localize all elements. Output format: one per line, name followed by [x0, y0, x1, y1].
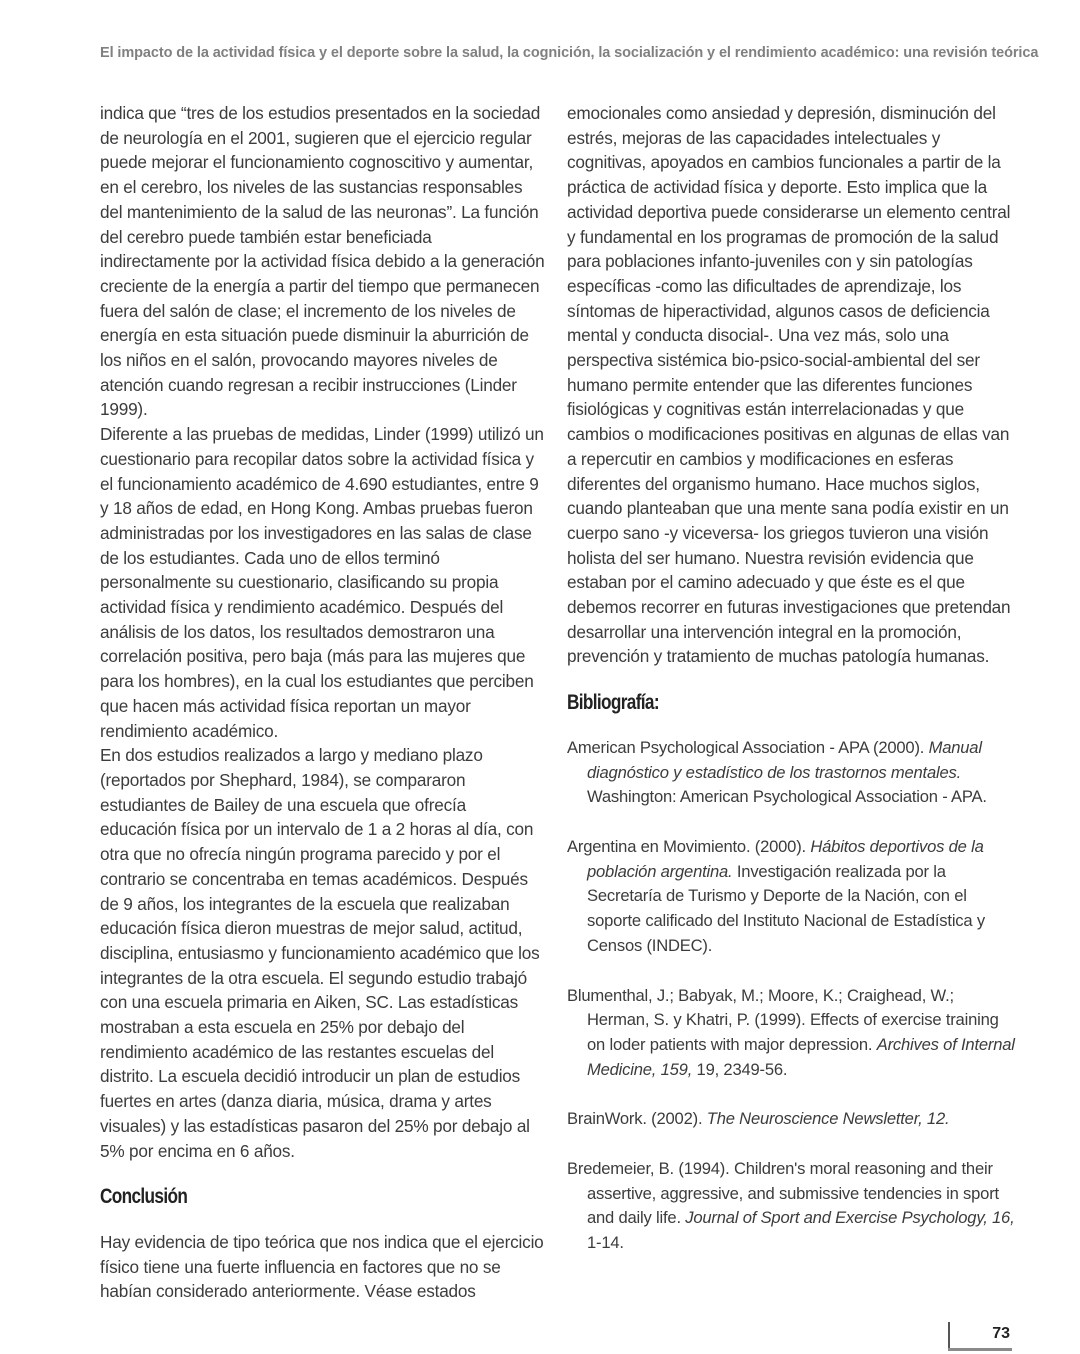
reference-text: Washington: American Psychological Association - APA. [587, 787, 987, 807]
body-paragraph: emocionales como ansiedad y depresión, disminución del estrés, mejoras de las capacidades intelectuales y cognitivas, apoyados en cambios funcionales a partir de la práctica de actividad física y deporte. Esto implica que la actividad deportiva puede considerarse un elemento central y fundamental en los programas de promoción de la salud para poblaciones infanto-juveniles con y sin patologías específicas -como las dificultades de aprendizaje, los síntomas de hiperactividad, algunos casos de deficiencia mental y conducta disocial-. Una vez más, solo una perspectiva sistémica bio-psico-social-ambiental del ser humano permite entender que las diferentes funciones fisiológicas y cognitivas están interrelacionadas y que cambios o modificaciones positivas en algunas de ellas van a repercutir en cambios y modificaciones en esferas diferentes del organismo humano. Hace muchos siglos, cuando planteaban que una mente sana podía existir en un cuerpo sano -y viceversa- los griegos tuvieron una visión holista del ser humano. Nuestra revisión evidencia que estaban por el camino adecuado y que éste es el que debemos recorrer en futuras investigaciones que pretendan desarrollar una intervención integral en la promoción, prevención y tratamiento de muchas patología humanas. [567, 103, 1011, 667]
body-paragraph: En dos estudios realizados a largo y mediano plazo (reportados por Shephard, 1984), se compararon estudiantes de Bailey de una escuela que ofrecía educación física por un intervalo de 1 a 2 horas al día, con otra que no ofrecía ningún programa parecido y por el contrario se concentraba en temas académicos. Después de 9 años, los integrantes de la escuela que realizaban educación física dieron muestras de mejor salud, actitud, disciplina, entusiasmo y funcionamiento académico que los integrantes de la otra escuela. El segundo estudio trabajó con una escuela primaria en Aiken, SC. Las estadísticas mostraban a esta escuela en 25% por debajo del rendimiento académico de las restantes escuelas del distrito. La escuela decidió introducir un plan de estudios fuertes en artes (danza diaria, música, drama y artes visuales) y las estadísticas pasaron del 25% por debajo al 5% por encima en 6 años. [100, 745, 540, 1161]
reference-title: Journal of Sport and Exercise Psychology, 16, [685, 1208, 1015, 1228]
reference-entry [567, 1107, 1015, 1132]
page-footer [948, 1322, 1012, 1352]
body-paragraph: Diferente a las pruebas de medidas, Linder (1999) utilizó un cuestionario para recopilar datos sobre la actividad física y el funcionamiento académico de 4.690 estudiantes, entre 9 y 18 años de edad, en Hong Kong. Ambas pruebas fueron administradas por los investigadores en las salas de clase de los estudiantes. Cada uno de ellos terminó personalmente su cuestionario, clasificando su propia actividad física y rendimiento académico. Después del análisis de los datos, los resultados demostraron una correlación positiva, pero baja (más para las mujeres que para los hombres), en la cual los estudiantes que perciben que hacen más actividad física reportan un mayor rendimiento académico. [100, 424, 544, 741]
conclusion-heading: Conclusión [100, 1185, 188, 1209]
reference-title: Manual diagnóstico y estadístico de los trastornos mentales. [587, 737, 982, 782]
left-column [100, 101, 546, 1304]
right-column [567, 101, 1015, 1281]
reference-text: Bredemeier, B. (1994). Children's moral reasoning and their assertive, aggressive, and submissive tendencies in sport and daily life. [567, 1159, 999, 1228]
reference-text: Investigación realizada por la Secretaría de Turismo y Deporte de la Nación, con el soporte calificado del Instituto Nacional de Estadística y Censos (INDEC). [587, 861, 985, 955]
bibliography-heading: Bibliografía: [567, 691, 659, 715]
body-paragraph: indica que “tres de los estudios presentados en la sociedad de neurología en el 2001, sugieren que el ejercicio regular puede mejorar el funcionamiento cognoscitivo y aumentar, en el cerebro, los niveles de las sustancias responsables del mantenimiento de la salud de las neuronas”. La función del cerebro puede también estar beneficiada indirectamente por la actividad física debido a la generación creciente de la energía a partir del tiempo que permanecen fuera del salón de clase; el incremento de los niveles de energía en esta situación puede disminuir la aburrición de los niños en el salón, provocando mayores niveles de atención cuando regresan a recibir instrucciones (Linder 1999). [100, 103, 545, 420]
reference-entry [567, 736, 1015, 810]
footer-rule-vertical [948, 1322, 950, 1350]
reference-text: BrainWork. (2002). [567, 1109, 707, 1129]
reference-title: Archives of Internal Medicine, 159, [587, 1034, 1015, 1079]
reference-text: American Psychological Association - APA (2000). [567, 737, 929, 757]
reference-text: Argentina en Movimiento. (2000). [567, 836, 811, 856]
page-number: 73 [992, 1325, 1010, 1342]
reference-title: The Neuroscience Newsletter, 12. [706, 1109, 950, 1129]
reference-entry [567, 1157, 1015, 1256]
reference-text: 1-14. [587, 1233, 624, 1253]
footer-rule-horizontal [948, 1348, 1012, 1351]
reference-entry [567, 984, 1015, 1083]
reference-text: Blumenthal, J.; Babyak, M.; Moore, K.; Craighead, W.; Herman, S. y Khatri, P. (1999). Effects of exercise training on loder patients with major depression. [567, 985, 999, 1054]
reference-text: 19, 2349-56. [692, 1059, 788, 1079]
reference-entry [567, 835, 1015, 959]
reference-title: Hábitos deportivos de la población argentina. [587, 836, 984, 881]
conclusion-paragraph: Hay evidencia de tipo teórica que nos indica que el ejercicio físico tiene una fuerte influencia en factores que no se habían considerado anteriormente. Véase estados [100, 1231, 544, 1302]
running-header: El impacto de la actividad física y el deporte sobre la salud, la cognición, la socialización y el rendimiento académico: una revisión teórica [100, 45, 1039, 61]
